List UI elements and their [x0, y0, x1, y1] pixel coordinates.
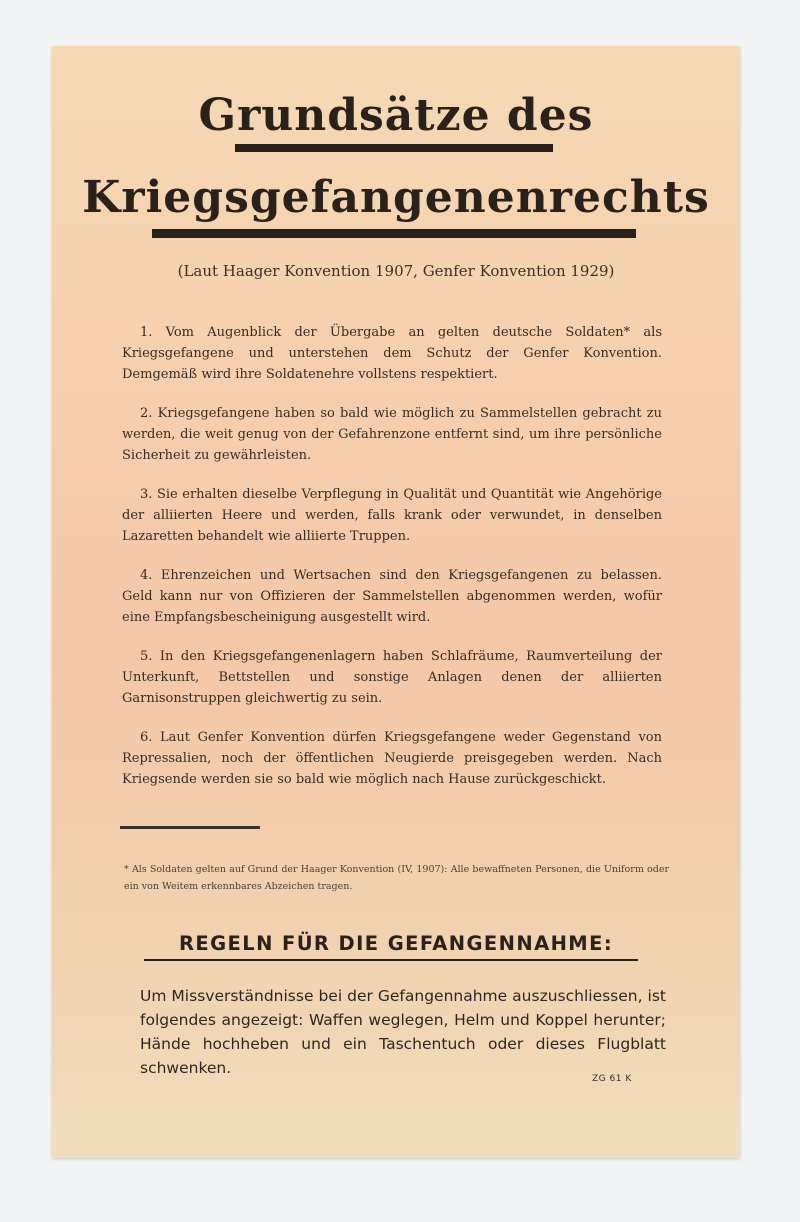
leaflet-code: ZG 61 K	[592, 1074, 632, 1084]
principle-3: 3. Sie erhalten dieselbe Verpflegung in Qualität und Quantität wie Angehörige der alliierten Heere und werden, falls krank oder verwundet, in denselben Lazaretten behandelt wie alliierte Truppen.	[122, 487, 662, 544]
principles-list	[122, 322, 662, 808]
title-underline-2	[152, 229, 636, 238]
principle-1: 1. Vom Augenblick der Übergabe an gelten deutsche Soldaten* als Kriegsgefangene und unterstehen dem Schutz der Genfer Konvention. Demgemäß wird ihre Soldatenehre vollstens respektiert.	[122, 325, 662, 382]
principle-5: 5. In den Kriegsgefangenenlagern haben Schlafräume, Raumverteilung der Unterkunft, Bettstellen und sonstige Anlagen denen der alliierten Garnisonstruppen gleichwertig zu sein.	[122, 649, 662, 706]
principle-4: 4. Ehrenzeichen und Wertsachen sind den Kriegsgefangenen zu belassen. Geld kann nur von Offizieren der Sammelstellen abgenommen werden, wofür eine Empfangsbescheinigung ausgestellt wird.	[122, 568, 662, 625]
rules-heading-underline	[144, 959, 638, 961]
title-underline-1	[235, 144, 553, 152]
rules-heading: REGELN FÜR DIE GEFANGENNAHME:	[178, 932, 614, 955]
rules-text: Um Missverständnisse bei der Gefangennahme auszuschliessen, ist folgendes angezeigt: Waffen weglegen, Helm und Koppel herunter; Hände hochheben und ein Taschentuch oder dieses Flugblatt schwenken.	[140, 987, 666, 1077]
subtitle: (Laut Haager Konvention 1907, Genfer Konvention 1929)	[177, 262, 615, 280]
title-line-2: Kriegsgefangenenrechts	[82, 172, 710, 223]
principle-6: 6. Laut Genfer Konvention dürfen Kriegsgefangene weder Gegenstand von Repressalien, noch der öffentlichen Neugierde preisgegeben werden. Nach Kriegsende werden sie so bald wie möglich nach Hause zurückgeschickt.	[122, 730, 662, 787]
leaflet-page	[52, 46, 740, 1158]
footnote-divider	[120, 826, 260, 829]
title-line-1: Grundsätze des	[198, 90, 594, 141]
principle-2: 2. Kriegsgefangene haben so bald wie möglich zu Sammelstellen gebracht zu werden, die weit genug von der Gefahrenzone entfernt sind, um ihre persönliche Sicherheit zu gewährleisten.	[122, 406, 662, 463]
footnote: * Als Soldaten gelten auf Grund der Haager Konvention (IV, 1907): Alle bewaffneten Personen, die Uniform oder ein von Weitem erkennbares Abzeichen tragen.	[124, 864, 669, 892]
